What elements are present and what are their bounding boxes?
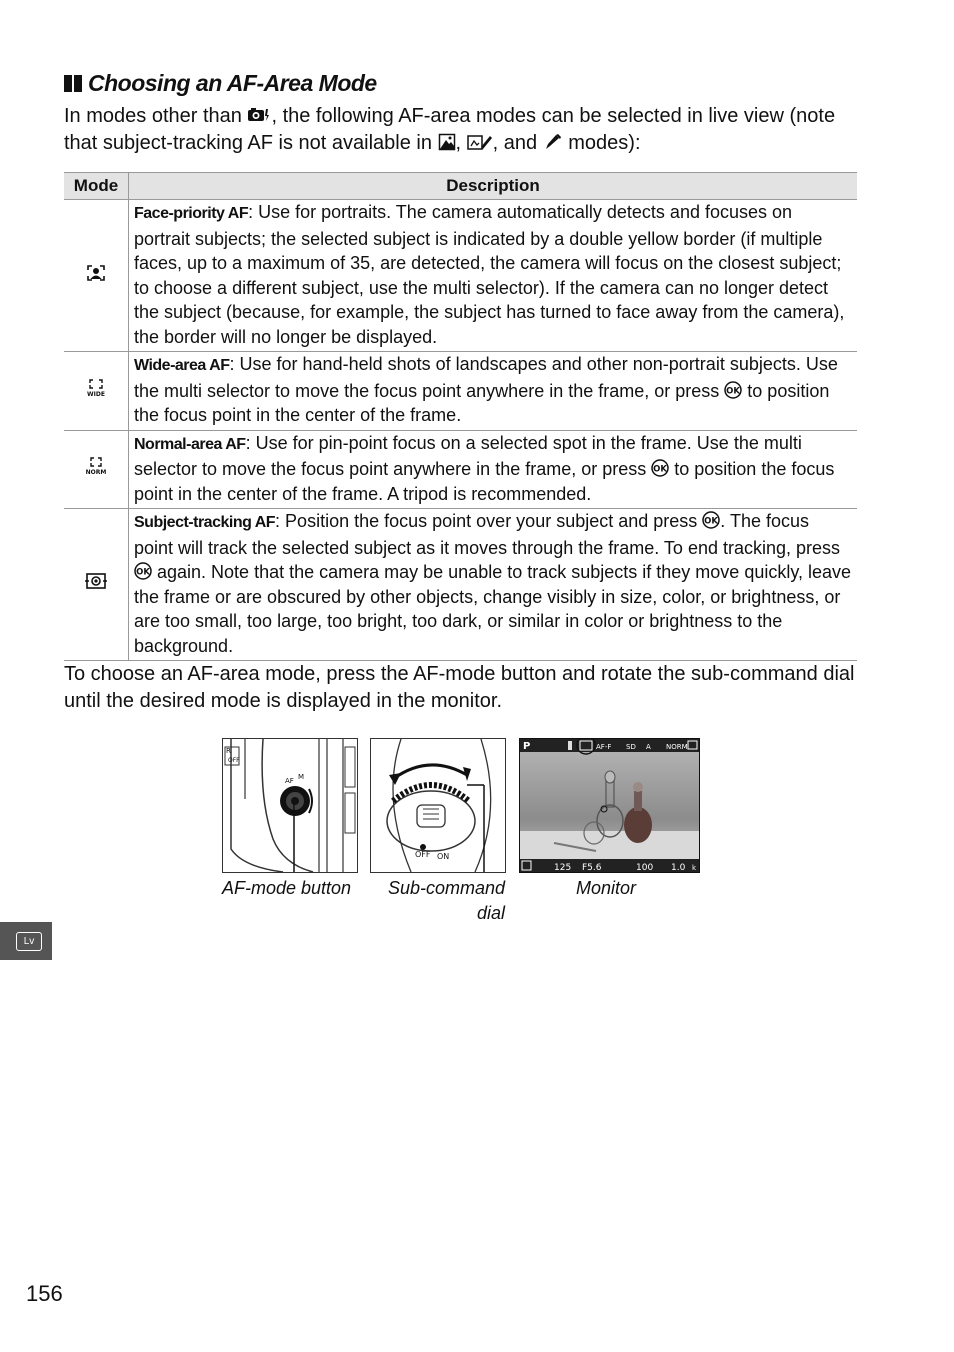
mode-cell — [64, 352, 129, 431]
live-view-icon: Lv — [16, 932, 42, 951]
svg-text:WIDE: WIDE — [87, 390, 105, 397]
svg-text:OK: OK — [653, 464, 668, 475]
description-cell: Face-priority AF: Use for portraits. The camera automatically detects and focuses on portrait subjects; the selected subject is indicated by a double yellow border (if multiple faces, up to a maximum of 35, are detected, the camera will focus on the closest subject; to choose a different subject, use the multi selector). If the camera can no longer detect the subject (because, for example, the subject has turned to face away from the camera), the border will no longer be displayed. — [129, 200, 858, 352]
outro-paragraph: To choose an AF-area mode, press the AF-mode button and rotate the sub-command dial until the desired mode is displayed in the monitor. — [64, 663, 855, 712]
normal-area-icon — [86, 457, 106, 475]
mode-cell — [64, 509, 129, 661]
monitor-af-mode-label: AF-F — [596, 743, 612, 751]
dial-drawing — [371, 739, 505, 872]
monitor-shutter-label: 125 — [554, 863, 572, 872]
ok-button-icon — [724, 381, 742, 399]
subject-tracking-icon — [85, 572, 107, 590]
mode-cell — [64, 200, 129, 352]
monitor-dlighting-label: A — [646, 743, 651, 751]
camera-off-label: OFF — [228, 757, 240, 764]
svg-text:NORM: NORM — [86, 469, 106, 475]
camera-m-label: M — [298, 773, 305, 781]
monitor-mode-label: P — [523, 741, 531, 752]
monitor-display — [520, 739, 699, 872]
selective-color-mode-icon — [543, 133, 563, 151]
monitor-remaining-unit-label: k — [692, 864, 697, 872]
night-landscape-mode-icon — [438, 133, 456, 151]
description-cell: Normal-area AF: Use for pin-point focus on a selected spot in the frame. Use the multi selector to move the focus point anywhere in the frame, or press OK to position the focus point in the center of the frame. A tripod is recommended. — [129, 430, 858, 509]
camera-af-label: AF — [285, 777, 294, 785]
heading-marker-icon — [64, 75, 82, 92]
monitor-caption: Monitor — [576, 878, 637, 898]
section-heading — [64, 70, 377, 97]
intro-paragraph: In modes other than , the following AF-area modes can be selected in live view (note that subject-tracking AF is not available in , , and modes): — [64, 105, 836, 154]
live-view-section-tab — [0, 922, 52, 960]
sub-command-dial-illustration — [370, 738, 506, 873]
dial-on-label: ON — [437, 852, 450, 861]
svg-text:OK: OK — [704, 516, 719, 527]
monitor-iso-label: 100 — [636, 863, 654, 872]
mode-cell — [64, 430, 129, 509]
svg-text:OK: OK — [726, 386, 741, 396]
table-row — [64, 352, 857, 431]
ok-button-icon — [134, 562, 152, 580]
svg-text:OK: OK — [136, 567, 150, 578]
monitor-quality-label: NORM — [666, 743, 688, 751]
monitor-remaining-label: 1.0 — [671, 863, 686, 872]
table-row — [64, 509, 857, 661]
monitor-illustration — [519, 738, 700, 873]
ok-button-icon — [702, 511, 720, 529]
af-mode-button-illustration — [222, 738, 358, 873]
table-row — [64, 200, 857, 352]
sub-command-dial-caption: Sub-command dial — [387, 878, 505, 923]
mode-column-header: Mode — [64, 173, 129, 200]
ok-button-icon — [651, 459, 669, 477]
monitor-aperture-label: F5.6 — [582, 863, 602, 872]
description-cell: Wide-area AF: Use for hand-held shots of landscapes and other non-portrait subjects. Use the multi selector to move the focus point anywhere in the frame, or press OK to position the focus point in the center of the frame. — [129, 352, 858, 431]
af-mode-button-caption: AF-mode button — [222, 878, 352, 898]
auto-flash-off-mode-icon — [247, 106, 271, 124]
camera-r-label: R — [226, 747, 231, 755]
dial-off-label: OFF — [415, 850, 431, 859]
heading-title: Choosing an AF-Area Mode — [88, 70, 377, 96]
wide-area-icon — [86, 379, 106, 397]
af-area-mode-table — [64, 172, 857, 661]
description-cell: Subject-tracking AF: Position the focus point over your subject and press OK . The focus point will track the selected subject as it moves through the frame. To end tracking, press OK again. Note that the camera may be unable to track subjects if they move quickly, leave the frame or are obscured by other objects, change visibly in size, color, or brightness, or are too small, too large, too bright, too dark, or similar in color or brightness to the background. — [129, 509, 858, 661]
monitor-picture-control-label: SD — [626, 743, 636, 751]
table-row — [64, 430, 857, 509]
description-column-header: Description — [129, 173, 858, 200]
face-priority-icon — [87, 265, 105, 281]
camera-body-drawing — [223, 739, 357, 872]
page-number: 156 — [26, 1281, 63, 1306]
color-sketch-mode-icon — [467, 133, 493, 151]
